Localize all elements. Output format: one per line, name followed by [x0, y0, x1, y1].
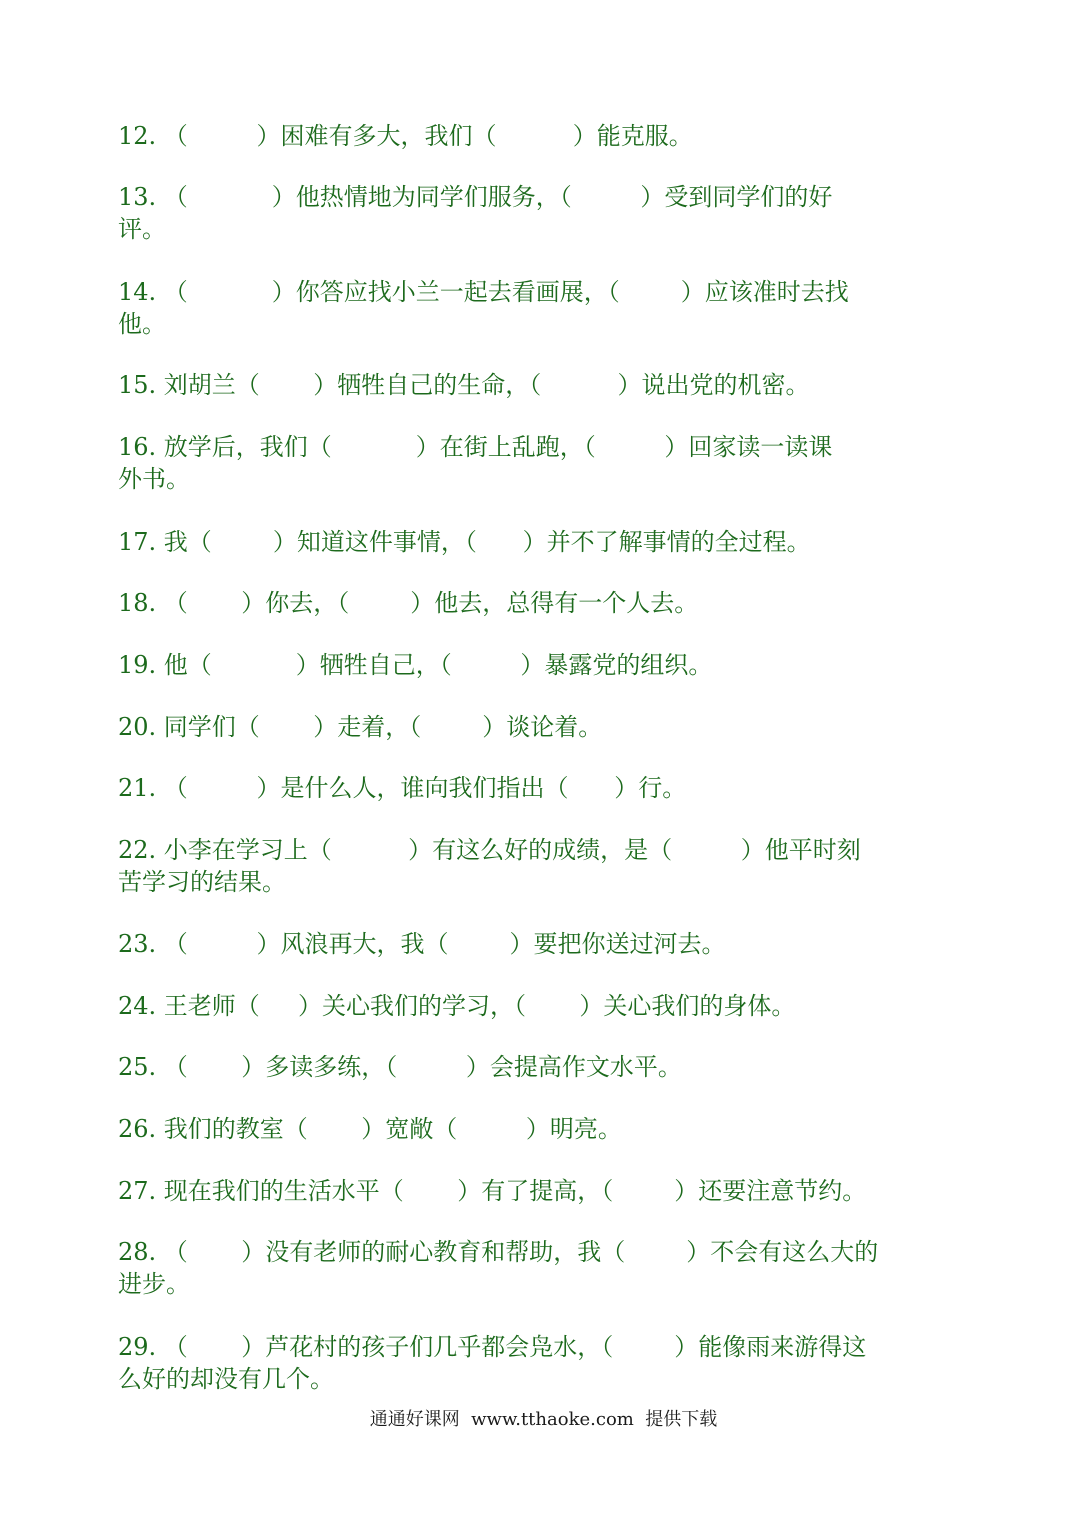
question-line: 13. （ ）他热情地为同学们服务，（ ）受到同学们的好 — [118, 183, 833, 211]
question-22 — [118, 834, 970, 898]
question-16 — [118, 431, 970, 495]
question-line: 25. （ ）多读多练，（ ）会提高作文水平。 — [118, 1053, 682, 1081]
question-line-continued: 外书。 — [118, 465, 190, 493]
question-27 — [118, 1175, 970, 1207]
question-18 — [118, 587, 970, 619]
question-line: 18. （ ）你去，（ ）他去，总得有一个人去。 — [118, 589, 699, 617]
question-line: 24. 王老师（ ）关心我们的学习，（ ）关心我们的身体。 — [118, 992, 796, 1020]
question-13 — [118, 181, 970, 245]
question-24 — [118, 990, 970, 1022]
question-12 — [118, 120, 970, 152]
question-line-continued: 么好的却没有几个。 — [118, 1365, 334, 1393]
question-line: 22. 小李在学习上（ ）有这么好的成绩，是（ ）他平时刻 — [118, 836, 861, 864]
question-19 — [118, 649, 970, 681]
question-line: 27. 现在我们的生活水平（ ）有了提高，（ ）还要注意节约。 — [118, 1177, 867, 1205]
question-29 — [118, 1331, 970, 1395]
question-line: 12. （ ）困难有多大，我们（ ）能克服。 — [118, 122, 693, 150]
question-20 — [118, 711, 970, 743]
question-line: 14. （ ）你答应找小兰一起去看画展，（ ）应该准时去找 — [118, 278, 849, 306]
question-line: 17. 我（ ）知道这件事情，（ ）并不了解事情的全过程。 — [118, 528, 811, 556]
question-17 — [118, 526, 970, 558]
question-21 — [118, 772, 970, 804]
question-line: 28. （ ）没有老师的耐心教育和帮助，我（ ）不会有这么大的 — [118, 1238, 879, 1266]
question-line: 21. （ ）是什么人，谁向我们指出（ ）行。 — [118, 774, 687, 802]
question-line-continued: 他。 — [118, 310, 166, 338]
question-26 — [118, 1113, 970, 1145]
page-footer: 通通好课网 www.tthaoke.com 提供下载 — [369, 1409, 718, 1430]
question-line: 26. 我们的教室（ ）宽敞（ ）明亮。 — [118, 1115, 622, 1143]
question-23 — [118, 928, 970, 960]
question-15 — [118, 369, 970, 401]
question-line: 29. （ ）芦花村的孩子们几乎都会凫水，（ ）能像雨来游得这 — [118, 1333, 867, 1361]
question-line-continued: 进步。 — [118, 1270, 190, 1298]
question-line: 19. 他（ ）牺牲自己，（ ）暴露党的组织。 — [118, 651, 713, 679]
question-line-continued: 评。 — [118, 215, 166, 243]
question-25 — [118, 1051, 970, 1083]
question-28 — [118, 1236, 970, 1300]
question-line: 16. 放学后，我们（ ）在街上乱跑，（ ）回家读一读课 — [118, 433, 833, 461]
question-14 — [118, 276, 970, 340]
question-line-continued: 苦学习的结果。 — [118, 868, 286, 896]
question-line: 23. （ ）风浪再大，我（ ）要把你送过河去。 — [118, 930, 726, 958]
question-line: 20. 同学们（ ）走着，（ ）谈论着。 — [118, 713, 603, 741]
question-line: 15. 刘胡兰（ ）牺牲自己的生命，（ ）说出党的机密。 — [118, 371, 810, 399]
